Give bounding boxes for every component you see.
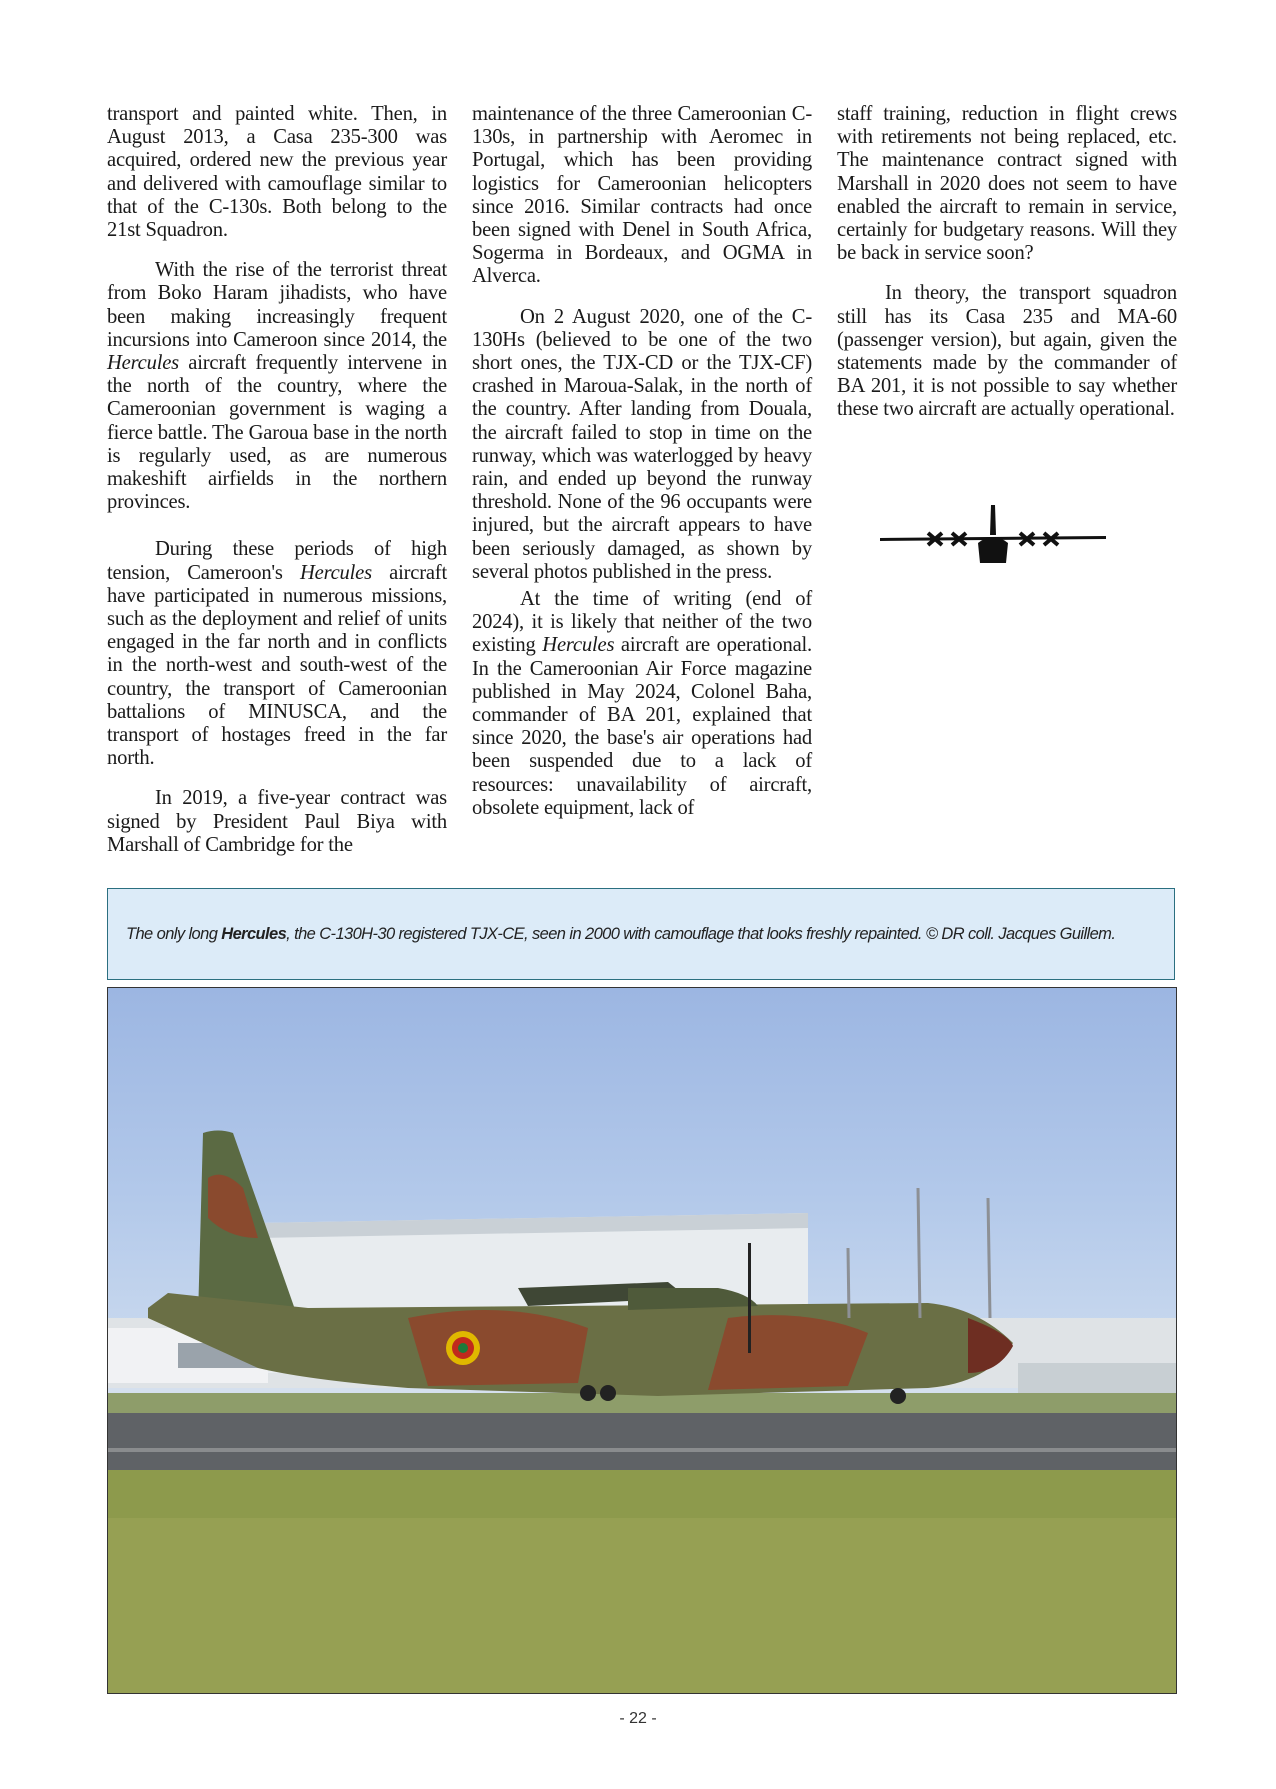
text-run: aircraft have participated in numerous missions, such as the deployment and relief of units engaged in the far north and in conflicts in the north-west and south-west of the country, the transport of Cameroonian battalions of MINUSCA, and the transport of hostages freed in the far north. xyxy=(107,561,447,770)
text-run: aircraft are operational. In the Cameroonian Air Force magazine published in May 2024, Colonel Baha, commander of BA 201, explained that since 2020, the base's air operations had been suspended due to a lack of resources: unavailability of aircraft, obsolete equipment, lack of xyxy=(472,634,813,819)
text-column-1 xyxy=(107,103,447,874)
text-run: At the time of writing (end of 2024), it is likely that neither of the two existing xyxy=(472,588,812,657)
italic-text: Hercules xyxy=(299,561,372,584)
text-run: aircraft frequently intervene in the north of the country, where the Cameroonian government is waging a fierce battle. The Garoua base in the north is regularly used, as are numerous makeshift airfields in the northern provinces. xyxy=(107,352,447,514)
paragraph: In 2019, a five-year contract was signed by President Paul Biya with Marshall of Cambridge for the xyxy=(107,787,447,856)
paragraph: staff training, reduction in flight crews with retirements not being replaced, etc. The maintenance contract signed with Marshall in 2020 does not seem to have enabled the aircraft to remain in service, certainly for budgetary reasons. Will they be back in service soon? xyxy=(837,103,1177,265)
page-number: - 22 - xyxy=(619,1710,657,1727)
text-run: , the C-130H-30 registered TJX-CE, seen in 2000 with camouflage that looks freshly repainted. © DR coll. Jacques Guillem. xyxy=(286,924,1116,943)
text-column-3 xyxy=(837,103,1177,439)
paragraph xyxy=(107,259,447,514)
caption-text xyxy=(126,925,1115,944)
paragraph: On 2 August 2020, one of the C-130Hs (believed to be one of the two short ones, the TJX-CD or the TJX-CF) crashed in Maroua-Salak, in the north of the country. After landing from Douala, the aircraft failed to stop in time on the runway, which was waterlogged by heavy rain, and ended up beyond the runway threshold. None of the 96 occupants were injured, but the aircraft appears to have been seriously damaged, as shown by several photos published in the press. xyxy=(472,305,812,583)
c130-silhouette-icon xyxy=(878,505,1108,575)
text-run: With the rise of the terrorist threat from Boko Haram jihadists, who have been making increasingly frequent incursions into Cameroon since 2014, the xyxy=(107,259,447,351)
bold-text: Hercules xyxy=(221,924,287,943)
paragraph: transport and painted white. Then, in August 2013, a Casa 235-300 was acquired, ordered new the previous year and delivered with camouflage similar to that of the C-130s. Both belong to the 21st Squadron. xyxy=(107,103,447,242)
photo-caption xyxy=(107,888,1175,980)
paragraph xyxy=(107,538,447,770)
aircraft-photo xyxy=(107,987,1177,1694)
paragraph xyxy=(472,588,812,820)
italic-text: Hercules xyxy=(542,634,615,657)
text-run: During these periods of high tension, Cameroon's xyxy=(107,538,447,584)
photo-illustration xyxy=(108,988,1177,1694)
paragraph: maintenance of the three Cameroonian C-130s, in partnership with Aeromec in Portugal, which has been providing logistics for Cameroonian helicopters since 2016. Similar contracts had once been signed with Denel in South Africa, Sogerma in Bordeaux, and OGMA in Alverca. xyxy=(472,103,812,288)
italic-text: Hercules xyxy=(107,352,179,375)
text-run: The only long xyxy=(126,924,222,943)
paragraph: In theory, the transport squadron still has its Casa 235 and MA-60 (passenger version), but again, given the statements made by the commander of BA 201, it is not possible to say whether these two aircraft are actually operational. xyxy=(837,282,1177,421)
text-column-2 xyxy=(472,103,812,837)
